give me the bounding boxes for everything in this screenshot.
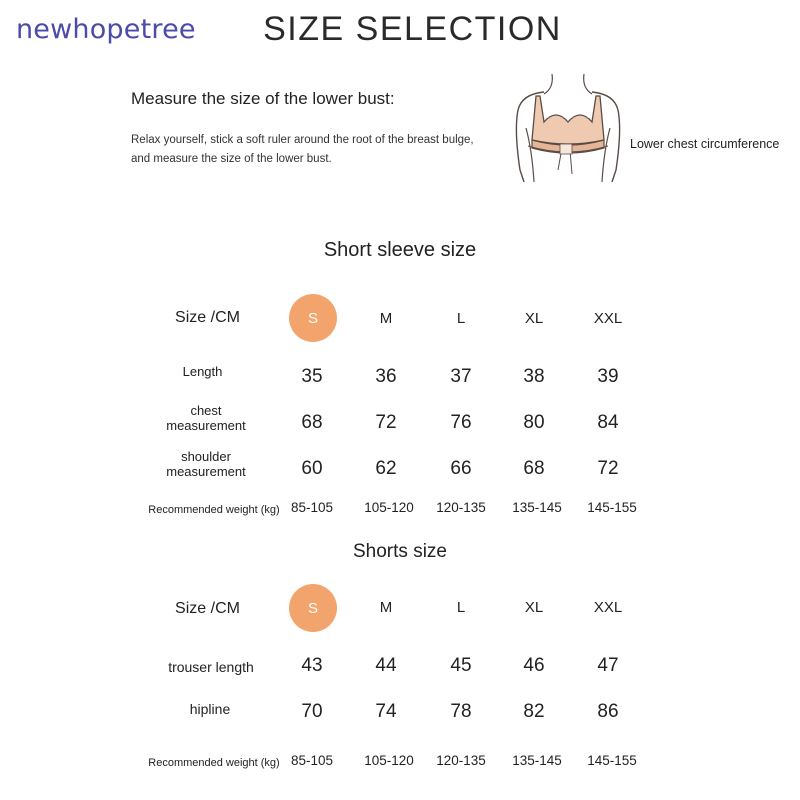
row-label-shoulder [150,449,262,479]
row-label-line: measurement [166,464,246,479]
table-cell: 39 [597,366,619,387]
figure-label: Lower chest circumference [630,137,780,151]
table-cell: 80 [523,412,545,433]
size-header: M [379,599,393,616]
table-cell: 38 [523,366,545,387]
size-s-highlight: S [289,294,337,342]
torso-illustration [510,70,626,186]
size-header: L [456,599,466,616]
brand-logo: newhopetree [16,14,196,45]
table-cell: 68 [301,412,323,433]
table-cell: 37 [450,366,472,387]
table-cell: 120-135 [436,753,486,768]
table-cell: 35 [301,366,323,387]
row-label-length: Length [182,364,223,379]
table-cell: 86 [597,701,619,722]
table-cell: 46 [523,655,545,676]
table-cell: 105-120 [364,500,414,515]
measure-line: and measure the size of the lower bust. [131,153,332,165]
size-header: XXL [593,599,623,616]
size-header: XXL [593,310,623,327]
size-header: M [379,310,393,327]
table-cell: 66 [450,458,472,479]
row-label-weight: Recommended weight (kg) [148,757,280,769]
row-label-chest [150,403,262,433]
measure-heading: Measure the size of the lower bust: [131,89,395,108]
table-cell: 47 [597,655,619,676]
measure-line: Relax yourself, stick a soft ruler around the root of the breast bulge, [131,134,474,146]
table-cell: 70 [301,701,323,722]
table-cell: 105-120 [364,753,414,768]
table-cell: 85-105 [290,500,334,515]
table-cell: 135-145 [512,753,562,768]
size-s-highlight: S [289,584,337,632]
size-header: XL [524,310,544,327]
table-cell: 120-135 [436,500,486,515]
row-label-hipline: hipline [189,701,231,717]
table-cell: 62 [375,458,397,479]
page-title: SIZE SELECTION [263,10,562,48]
table-cell: 74 [375,701,397,722]
shorts-title: Shorts size [353,541,447,562]
table-cell: 45 [450,655,472,676]
measure-instructions [131,131,501,169]
row-label-line: measurement [166,418,246,433]
size-header: L [456,310,466,327]
table-cell: 135-145 [512,500,562,515]
table-cell: 44 [375,655,397,676]
table-cell: 78 [450,701,472,722]
table-cell: 43 [301,655,323,676]
size-header: XL [524,599,544,616]
table-cell: 68 [523,458,545,479]
table-cell: 84 [597,412,619,433]
table-cell: 85-105 [290,753,334,768]
table-cell: 72 [375,412,397,433]
row-label-trouser-length: trouser length [168,659,254,675]
table-cell: 145-155 [587,500,637,515]
row-label-line: shoulder [181,449,231,464]
table-cell: 72 [597,458,619,479]
table-cell: 60 [301,458,323,479]
table-cell: 36 [375,366,397,387]
row-label-line: chest [190,403,222,418]
table-cell: 145-155 [587,753,637,768]
short-sleeve-title: Short sleeve size [323,239,477,261]
size-header-label: Size /CM [175,309,240,326]
table-cell: 82 [523,701,545,722]
row-label-weight: Recommended weight (kg) [148,504,280,516]
table-cell: 76 [450,412,472,433]
size-header-label: Size /CM [175,600,240,617]
